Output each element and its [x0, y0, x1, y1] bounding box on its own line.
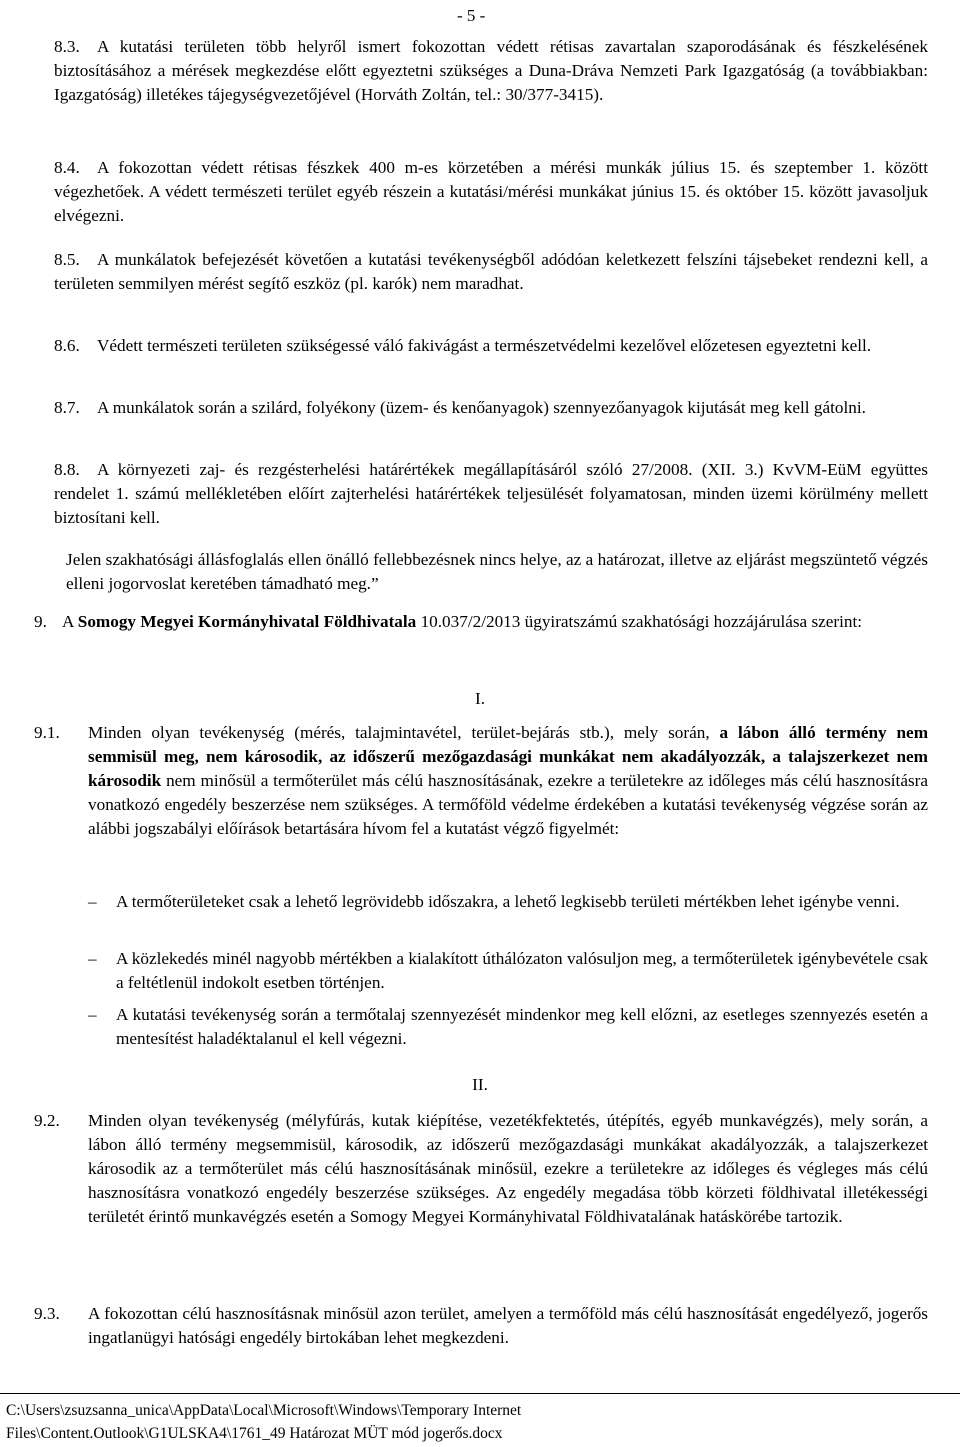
item-text: Minden olyan tevékenység (mélyfúrás, kutak kiépítése, vezetékfektetés, útépítés, egyéb munkavégzés), mely során, a lábon álló termény megsemmisül, károsodik, az időszerű mezőgazdasági munkákat akadályozzák, a talajszerkezet károsodik az a termőterület más célú hasznosításának minősül, ezekre a területekre az időleges és végleges más célú hasznosításra vonatkozó engedély beszerzése szükséges. Az engedély megadása több körzeti földhivatal illetékességi területét érintő munkavégzés esetén a Somogy Megyei Kormányhivatal Földhivatalának hatáskörébe tartozik.	[88, 1111, 928, 1226]
section-text	[62, 610, 928, 634]
paragraph-8-4	[54, 156, 928, 228]
bullet-text: A termőterületeket csak a lehető legrövidebb időszakra, a lehető legkisebb területi mértékben lehet igénybe venni.	[116, 892, 900, 911]
item-number: 9.1.	[34, 723, 60, 742]
authority-name: Somogy Megyei Kormányhivatal Földhivatala	[77, 612, 417, 631]
dash-bullet-icon: –	[88, 949, 97, 968]
paragraph-number: 8.6.	[54, 336, 80, 355]
dash-bullet-icon: –	[88, 892, 97, 911]
document-footer	[0, 1393, 960, 1445]
item-text-bold: a lábon álló termény nem semmisül meg, nem károsodik, az időszerű mezőgazdasági munkákat nem akadályozzák, a talajszerkezet nem károsodik	[88, 723, 929, 790]
paragraph-8-3	[54, 35, 928, 107]
section-text-lead: A	[62, 612, 78, 631]
paragraph-text: A kutatási területen több helyről ismert fokozottan védett rétisas zavartalan szaporodásának és fészkelésének biztosításához a mérések megkezdése előtt egyeztetni szükséges a Duna-Dráva Nemzeti Park Igazgatóság (a továbbiakban: Igazgatóság) illetékes tájegységvezetőjével (Horváth Zoltán, tel.: 30/377-3415).	[54, 37, 928, 104]
page-number: - 5 -	[457, 6, 486, 25]
item-text: A fokozottan célú hasznosításnak minősül azon terület, amelyen a termőföld más célú hasznosítását engedélyező, jogerős ingatlanügyi hatósági engedély birtokában lehet megkezdeni.	[88, 1304, 928, 1347]
dash-bullet-icon: –	[88, 1005, 97, 1024]
paragraph-8-7	[54, 396, 928, 420]
paragraph-text: Védett természeti területen szükségessé váló fakivágást a természetvédelmi kezelővel előzetesen egyeztetni kell.	[97, 336, 872, 355]
bullet-item	[88, 1003, 928, 1051]
file-path-line-2: Files\Content.Outlook\G1ULSKA4\1761_49 Határozat MÜT mód jogerős.docx	[6, 1425, 503, 1442]
item-text	[88, 721, 928, 841]
appeal-paragraph: Jelen szakhatósági állásfoglalás ellen önálló fellebbezésnek nincs helye, az a határozat, illetve az eljárást megszüntető végzés elleni jogorvoslat keretében támadható meg.”	[66, 550, 928, 593]
item-text-lead: Minden olyan tevékenység (mérés, talajmintavétel, terület-bejárás stb.), mely során,	[88, 723, 720, 742]
paragraph-8-5	[54, 248, 928, 296]
paragraph-text: A környezeti zaj- és rezgésterhelési határértékek megállapításáról szóló 27/2008. (XII. 3.) KvVM-EüM együttes rendelet 1. számú mellékletében előírt zajterhelési határértékek teljesülését folyamatosan, minden üzemi körülmény mellett biztosítani kell.	[54, 460, 928, 527]
item-9-2	[34, 1109, 928, 1289]
paragraph-text: A munkálatok befejezését követően a kutatási tevékenységből adódóan keletkezett felszíni tájsebeket rendezni kell, a területen semmilyen mérést segítő eszköz (pl. karók) nem maradhat.	[54, 250, 928, 293]
file-path-line-1: C:\Users\zsuzsanna_unica\AppData\Local\Microsoft\Windows\Temporary Internet	[6, 1402, 522, 1419]
bullet-text: A kutatási tevékenység során a termőtalaj szennyezését mindenkor meg kell előzni, az esetleges szennyezés esetén a mentesítést haladéktalanul el kell végezni.	[116, 1005, 928, 1048]
bullet-text: A közlekedés minél nagyobb mértékben a kialakított úthálózaton valósuljon meg, a termőterületek igénybevétele csak a feltétlenül indokolt esetben történjen.	[116, 949, 928, 992]
item-text-rest: nem minősül a termőterület más célú hasznosításának, ezekre a területekre az időleges más célú hasznosításra vonatkozó engedély beszerzése nem szükséges. A termőföld védelme érdekében a kutatási tevékenység végzése során az alábbi jogszabályi előírások betartására hívom fel a kutatást végző figyelmét:	[88, 771, 928, 838]
item-number: 9.2.	[34, 1111, 60, 1130]
bullet-item	[88, 890, 928, 938]
paragraph-8-8	[54, 458, 928, 530]
item-9-3	[34, 1302, 928, 1382]
paragraph-number: 8.5.	[54, 250, 80, 269]
paragraph-8-6	[54, 334, 928, 358]
section-text-rest: 10.037/2/2013 ügyiratszámú szakhatósági hozzájárulása szerint:	[416, 612, 863, 631]
heading-roman-2: II.	[472, 1075, 488, 1094]
paragraph-text: A fokozottan védett rétisas fészkek 400 m-es körzetében a mérési munkák július 15. és szeptember 1. között végezhetőek. A védett természeti terület egyéb részein a kutatási/mérési munkákat június 15. és október 15. között javasoljuk elvégezni.	[54, 158, 928, 225]
paragraph-number: 8.3.	[54, 37, 80, 56]
paragraph-text: A munkálatok során a szilárd, folyékony (üzem- és kenőanyagok) szennyezőanyagok kijutását meg kell gátolni.	[97, 398, 866, 417]
item-number: 9.3.	[34, 1304, 60, 1323]
bullet-item	[88, 947, 928, 995]
section-9	[34, 610, 928, 660]
item-9-1	[34, 721, 928, 871]
heading-roman-1: I.	[474, 689, 486, 708]
paragraph-number: 8.8.	[54, 460, 80, 479]
paragraph-number: 8.7.	[54, 398, 80, 417]
paragraph-number: 8.4.	[54, 158, 80, 177]
section-number: 9.	[34, 612, 47, 631]
